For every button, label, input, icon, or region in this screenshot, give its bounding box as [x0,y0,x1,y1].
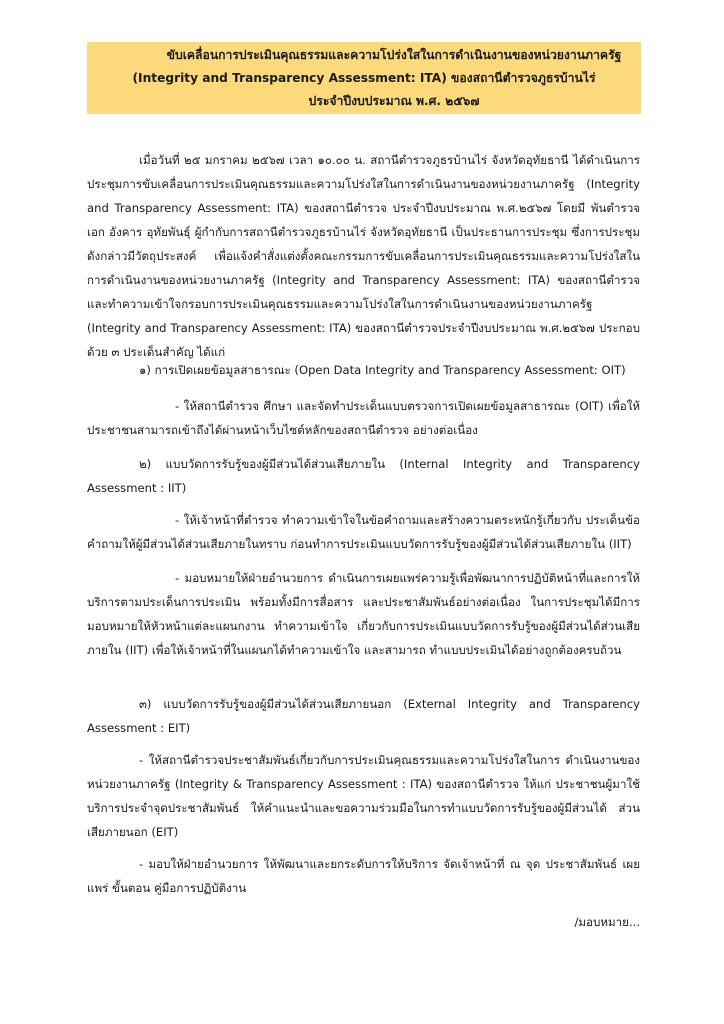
continued-marker: /มอบหมาย... [574,915,640,929]
item-2-point-1-block [87,508,640,556]
title-line-1: ขับเคลื่อนการประเมินคุณธรรมและความโปร่งใสในการดำเนินงานของหน่วยงานภาครัฐ [166,48,622,62]
item-3-point-1: - ให้สถานีตำรวจประชาสัมพันธ์เกี่ยวกับการประเมินคุณธรรมและความโปร่งใสในการ ดำเนินงานของหน่วยงานภาครัฐ (Integrity & Transparency Assessment : ITA) ของสถานีตำรวจ ให้แก่ ประชาชนผู้มาใช้บริการประจำจุดประชาสัมพันธ์ ให้คำแนะนำและขอความร่วมมือในการทำแบบวัดการรับรู้ของผู้มีส่วนได้ ส่วนเสียภายนอก (EIT) [87,753,640,839]
item-3-heading: ๓) แบบวัดการรับรู้ของผู้มีส่วนได้ส่วนเสียภายนอก (External Integrity and Transparency Assessment : EIT) [87,697,640,735]
item-3-point-1-block [87,748,640,844]
item-2-point-2-block [87,566,640,662]
item-1-point-block [87,394,640,442]
title-line-3: ประจำปีงบประมาณ พ.ศ. ๒๕๖๗ [308,94,480,108]
item-2-point-1: - ให้เจ้าหน้าที่ตำรวจ ทำความเข้าใจในข้อคำถามและสร้างความตระหนักรู้เกี่ยวกับ ประเด็นข้อคำถามให้ผู้มีส่วนได้ส่วนเสียภายในทราบ ก่อนทำการประเมินแบบวัดการรับรู้ของผู้มีส่วนได้ส่วนเสียภายใน (IIT) [87,513,640,551]
item-2-point-2: - มอบหมายให้ฝ่ายอำนวยการ ดำเนินการเผยแพร่ความรู้เพื่อพัฒนาการปฏิบัติหน้าที่และการให้บริการตามประเด็นการประเมิน พร้อมทั้งมีการสื่อสาร และประชาสัมพันธ์อย่างต่อเนื่อง ในการประชุมได้มีการมอบหมายให้หัวหน้าแต่ละแผนกงาน ทำความเข้าใจ เกี่ยวกับการประเมินแบบวัดการรับรู้ของผู้มีส่วนได้ส่วนเสียภายใน (IIT) เพื่อให้เจ้าหน้าที่ในแผนกได้ทำความเข้าใจ และสามารถ ทำแบบประเมินได้อย่างถูกต้องครบถ้วน [87,571,640,657]
item-1-heading: ๑) การเปิดเผยข้อมูลสาธารณะ (Open Data Integrity and Transparency Assessment: OIT) [139,363,626,377]
item-3-point-2-block [87,852,640,900]
title-banner [87,42,641,114]
item-2-block [87,452,640,500]
title-line-2: (Integrity and Transparency Assessment: ITA) ของสถานีตำรวจภูธรบ้านไร่ [132,71,596,85]
item-3-block [87,692,640,740]
item-1-block [87,358,640,382]
intro-paragraph-block [87,148,640,364]
item-2-heading: ๒) แบบวัดการรับรู้ของผู้มีส่วนได้ส่วนเสียภายใน (Internal Integrity and Transparency Assessment : IIT) [87,457,640,495]
item-1-point: - ให้สถานีตำรวจ ศึกษา และจัดทำประเด็นแบบตรวจการเปิดเผยข้อมูลสาธารณะ (OIT) เพื่อให้ประชาชนสามารถเข้าถึงได้ผ่านหน้าเว็บไซต์หลักของสถานีตำรวจ อย่างต่อเนื่อง [87,399,640,437]
item-3-point-2: - มอบให้ฝ่ายอำนวยการ ให้พัฒนาและยกระดับการให้บริการ จัดเจ้าหน้าที่ ณ จุด ประชาสัมพันธ์ เผยแพร่ ขั้นตอน คู่มือการปฏิบัติงาน [87,857,640,895]
intro-paragraph: เมื่อวันที่ ๒๕ มกราคม ๒๕๖๗ เวลา ๑๐.๐๐ น. สถานีตำรวจภูธรบ้านไร่ จังหวัดอุทัยธานี ได้ดำเนินการประชุมการขับเคลื่อนการประเมินคุณธรรมและความโปร่งใสในการดำเนินงานของหน่วยงานภาครัฐ (Integrity and Transparency Assessment: ITA) ของสถานีตำรวจ ประจำปีงบประมาณ พ.ศ.๒๕๖๗ โดยมี พันตำรวจเอก อังคาร อุทัยพันธุ์ ผู้กำกับการสถานีตำรวจภูธรบ้านไร่ จังหวัดอุทัยธานี เป็นประธานการประชุม ซึ่งการประชุมดังกล่าวมีวัตถุประสงค์ เพื่อแจ้งคำสั่งแต่งตั้งคณะกรรมการขับเคลื่อนการประเมินคุณธรรมและความโปร่งใสในการดำเนินงานของหน่วยงานภาครัฐ (Integrity and Transparency Assessment: ITA) ของสถานีตำรวจ และทำความเข้าใจกรอบการประเมินคุณธรรมและความโปร่งใสในการดำเนินงานของหน่วยงานภาครัฐ (Integrity and Transparency Assessment: ITA) ของสถานีตำรวจประจำปีงบประมาณ พ.ศ.๒๕๖๗ ประกอบด้วย ๓ ประเด็นสำคัญ ได้แก่ [87,153,640,359]
